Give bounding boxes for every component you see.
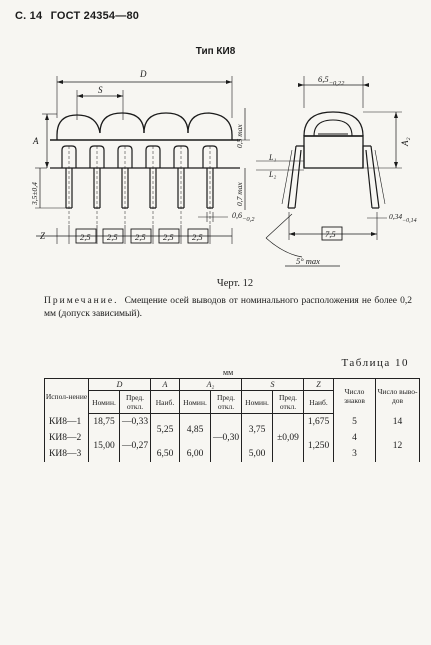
- header-Z: Z: [304, 379, 334, 391]
- header-nom: Номин.: [89, 391, 120, 414]
- cell-A2-dev: —0,30: [211, 414, 242, 463]
- cell-D-nom: 15,00: [89, 430, 120, 462]
- drawing-title: Тип КИ8: [195, 46, 236, 57]
- spec-table: [44, 378, 420, 462]
- cell-A2-nom: 4,85: [180, 414, 211, 447]
- pitch-label: 2,5: [80, 232, 91, 242]
- pitch-label: 2,5: [192, 232, 203, 242]
- header-max: Наиб.: [151, 391, 180, 414]
- cell-name: КИ8—1: [45, 414, 89, 431]
- label-6-5: $6,5_{-0,22}$: [318, 74, 345, 87]
- label-0-6: $0,6_{-0,2}$: [232, 211, 255, 223]
- header-execution: Испол-нение: [45, 379, 89, 414]
- cell-S-dev: ±0,09: [273, 414, 304, 463]
- table-unit: мм: [223, 368, 234, 377]
- label-0-34: $0,34_{-0,14}$: [389, 212, 417, 224]
- pitch-label: 2,5: [107, 232, 118, 242]
- pitch-label: 2,5: [163, 232, 174, 242]
- technical-drawing: [0, 0, 431, 280]
- cell-Z-max: 1,250: [304, 430, 334, 462]
- label-A2: A₂: [400, 137, 410, 146]
- note-label: Примечание.: [44, 296, 119, 306]
- cell-A-max: 6,50: [151, 446, 180, 462]
- header-dev: Пред. откл.: [273, 391, 304, 414]
- standard-number: ГОСТ 24354—80: [50, 10, 140, 22]
- label-L2: L₂: [269, 170, 277, 179]
- table-title: Таблица 10: [341, 357, 409, 369]
- label-7-5: 7,5: [325, 229, 336, 239]
- header-nom: Номин.: [180, 391, 211, 414]
- cell-A2-nom: 6,00: [180, 446, 211, 462]
- label-Z: Z: [40, 231, 46, 241]
- header-A2: A₂: [180, 379, 242, 391]
- header-max: Наиб.: [304, 391, 334, 414]
- header-dev: Пред. откл.: [211, 391, 242, 414]
- header-nom: Номин.: [242, 391, 273, 414]
- cell-S-nom: 3,75: [242, 414, 273, 447]
- label-0-5max: 0,5 max: [235, 124, 244, 148]
- cell-D-dev: —0,33: [120, 414, 151, 431]
- cell-digits: 5: [334, 414, 376, 431]
- cell-Z-max: 1,675: [304, 414, 334, 431]
- label-angle: 5° max: [296, 256, 320, 266]
- figure-caption: Черт. 12: [216, 278, 254, 289]
- cell-name: КИ8—2: [45, 430, 89, 446]
- label-S: S: [98, 85, 103, 95]
- header-digits: Число знаков: [334, 379, 376, 414]
- label-D: D: [140, 69, 147, 79]
- header-A: A: [151, 379, 180, 391]
- cell-name: КИ8—3: [45, 446, 89, 462]
- note-paragraph: [44, 295, 412, 321]
- note-text: Смещение осей выводов от номинального расположения не более 0,2 мм (допуск зависимый).: [44, 296, 412, 319]
- cell-D-nom: 18,75: [89, 414, 120, 431]
- cell-digits: 3: [334, 446, 376, 462]
- label-0-7max: 0,7 max: [235, 182, 244, 206]
- header-D: D: [89, 379, 151, 391]
- pitch-label: 2,5: [135, 232, 146, 242]
- label-3-5: 3,5±0,4: [30, 182, 39, 205]
- header-S: S: [242, 379, 304, 391]
- label-A: A: [33, 136, 39, 146]
- cell-leads: 14: [376, 414, 420, 431]
- cell-D-dev: —0,27: [120, 430, 151, 462]
- cell-leads: 12: [376, 430, 420, 462]
- header-dev: Пред. откл.: [120, 391, 151, 414]
- header-leads: Число выво-дов: [376, 379, 420, 414]
- page-number: С. 14: [15, 10, 43, 22]
- table-row: [45, 414, 420, 431]
- label-L1: L₁: [269, 153, 277, 162]
- cell-A-max: 5,25: [151, 414, 180, 447]
- cell-S-nom: 5,00: [242, 446, 273, 462]
- cell-digits: 4: [334, 430, 376, 446]
